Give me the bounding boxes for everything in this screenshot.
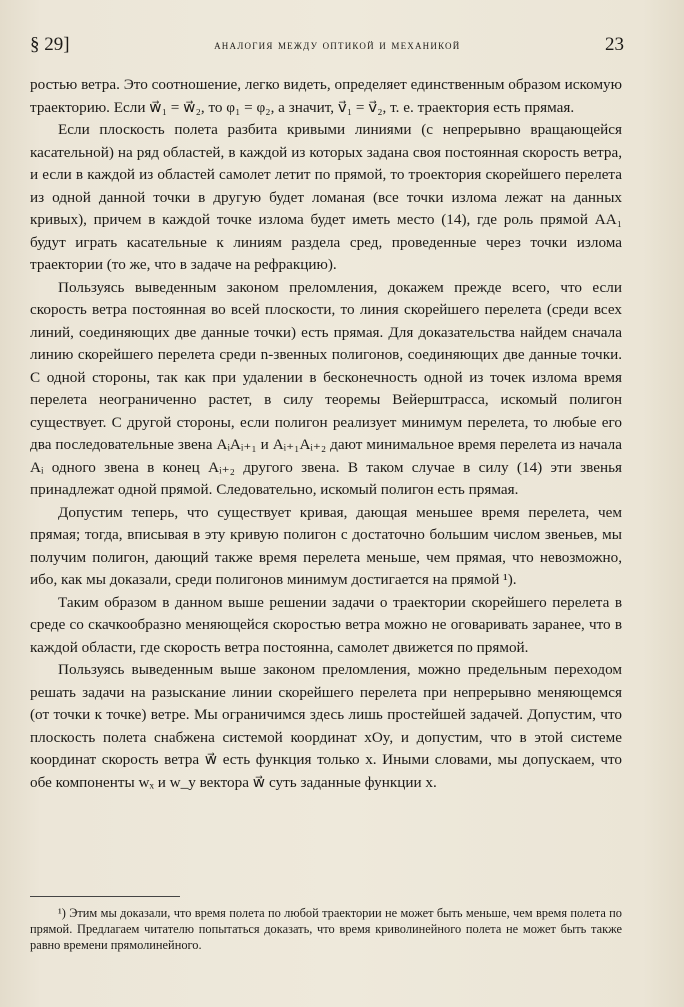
page-number: 23 <box>604 34 624 55</box>
paragraph-continuous-wind: Пользуясь выведенным выше законом преломления, можно предельным переходом решать задачи на разыскание линии скорейшего перелета при непрерывно меняющемся (от точки к точке) ветре. Мы ограничимся здесь лишь простейшей задачей. Допустим, что плоскость полета снабжена системой координат xOy, и допустим, что в этой системе координат скорость ветра w⃗ есть функция только x. Иными словами, мы допускаем, что обе компоненты wₓ и w_y вектора w⃗ суть заданные функции x. <box>30 661 622 791</box>
page-body <box>30 74 622 794</box>
section-reference: § 29] <box>30 34 70 55</box>
paragraph-conclusion: Таким образом в данном выше решении задачи о траектории скорейшего перелета в среде со скачкообразно меняющейся скоростью ветра можно не оговаривать заранее, что в каждой области, где скорость ветра постоянна, самолет движется по прямой. <box>30 593 622 656</box>
paragraph-wind-regions: Если плоскость полета разбита кривыми линиями (с непрерывно вращающейся касательной) на ряд областей, в каждой из которых задана своя постоянная скорость ветра, и если в каждой из областей самолет летит по прямой, то троектория скорейшего перелета из одной данной точки в другую будет ломаная (все точки излома лежат на данных кривых), причем в каждой точке излома будет иметь место (14), где роль прямой AA₁ будут играть касательные к линиям раздела сред, проведенные через точки излома траектории (то же, что в задаче на рефракцию). <box>30 121 622 273</box>
running-title: аналогия между оптикой и механикой <box>214 37 461 52</box>
running-header <box>30 30 624 60</box>
paragraph-continuation: ростью ветра. Это соотношение, легко видеть, определяет единственным образом искомую траекторию. Если w⃗₁ = w⃗₂, то φ₁ = φ₂, а значит, v⃗₁ = v⃗₂, т. е. траектория есть прямая. <box>30 76 622 116</box>
footnote: ¹) Этим мы доказали, что время полета по любой траектории не может быть меньше, чем время полета по прямой. Предлагаем читателю попытаться доказать, что время криволинейного полета не может быть также равно времени прямолинейного. <box>30 906 622 952</box>
paragraph-curve-argument: Допустим теперь, что существует кривая, дающая меньшее время перелета, чем прямая; тогда, вписывая в эту кривую полигон с достаточно большим числом звеньев, мы получим полигон, дающий также время перелета меньше, чем прямая, что невозможно, ибо, как мы доказали, среди полигонов минимум достигается на прямой ¹). <box>30 503 622 588</box>
footnote-divider <box>30 896 180 897</box>
paragraph-polygon-proof: Пользуясь выведенным законом преломления, докажем прежде всего, что если скорость ветра постоянная во всей плоскости, то линия скорейшего перелета (среди всех линий, соединяющих две данные точки) есть прямая. Для доказательства найдем сначала линию скорейшего перелета среди n-звенных полигонов, соединяющих две данные точки. С одной стороны, так как при удалении в бесконечность одной из точек излома время перелета неограниченно растет, в силу теоремы Вейерштрасса, искомый полигон существует. С другой стороны, если полигон реализует минимум перелета, то любые его два последовательные звена AᵢAᵢ₊₁ и Aᵢ₊₁Aᵢ₊₂ дают минимальное время перелета из начала Aᵢ одного звена в конец Aᵢ₊₂ другого звена. В таком случае в силу (14) эти звенья принадлежат одной прямой. Следовательно, искомый полигон есть прямая. <box>30 278 622 498</box>
